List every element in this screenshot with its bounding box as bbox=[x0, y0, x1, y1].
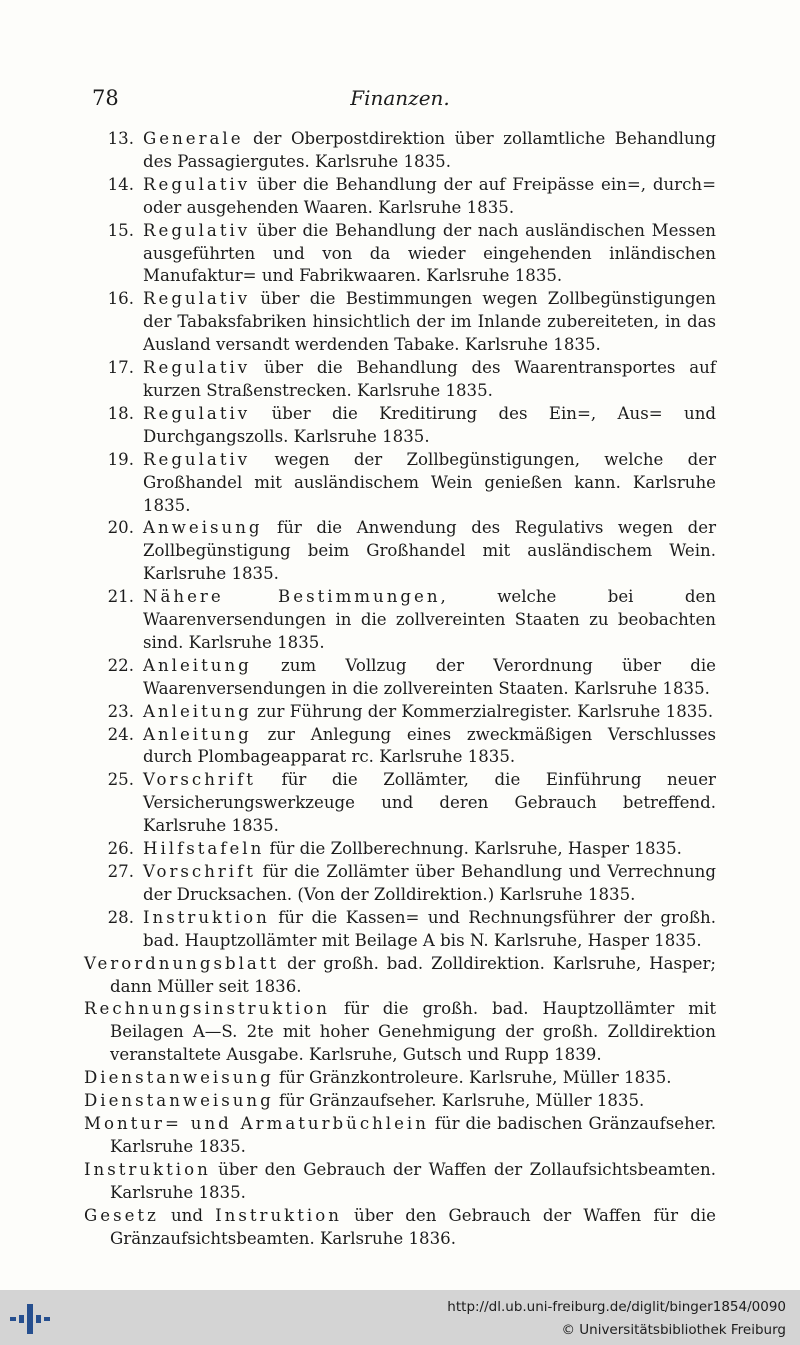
item-number: 14. bbox=[107, 174, 134, 194]
list-item bbox=[84, 220, 716, 289]
item-number: 20. bbox=[107, 518, 134, 538]
ub-freiburg-logo-icon[interactable] bbox=[10, 1304, 50, 1334]
item-number: 24. bbox=[107, 724, 134, 744]
item-term: Vorschrift bbox=[143, 770, 256, 790]
list-item bbox=[84, 907, 716, 953]
item-number: 21. bbox=[107, 587, 134, 607]
item-term: Regulativ bbox=[143, 289, 251, 309]
item-number: 23. bbox=[107, 701, 134, 721]
item-term: Vorschrift bbox=[143, 862, 256, 881]
item-text: über die Behandlung des Waarentransportes auf kurzen Straßenstrecken. Karlsruhe 1835. bbox=[143, 358, 716, 400]
bibliography-item bbox=[84, 1067, 716, 1090]
list-item bbox=[84, 357, 716, 403]
item-text: über die Behandlung der nach ausländischen Messen ausgeführten und von da wieder eingehenden inländischen Manufaktur= und Fabrikwaaren. Karlsruhe 1835. bbox=[143, 220, 716, 286]
item-term: Nähere Bestimmungen bbox=[143, 587, 441, 607]
item-number: 19. bbox=[107, 449, 134, 469]
item-text: zur Anlegung eines zweckmäßigen Verschlusses durch Plombageapparat rc. Karlsruhe 1835. bbox=[143, 724, 716, 767]
bibliography-item bbox=[84, 998, 716, 1067]
item-term: Instruktion bbox=[215, 1205, 342, 1225]
item-term: Gesetz bbox=[84, 1205, 159, 1225]
item-text: der Oberpostdirektion über zollamtliche Behandlung des Passagiergutes. Karlsruhe 1835. bbox=[143, 129, 716, 171]
item-term: Anleitung bbox=[143, 701, 252, 721]
source-url[interactable]: http://dl.ub.uni-freiburg.de/diglit/binger1854/0090 bbox=[447, 1299, 786, 1315]
item-text: über den Gebrauch der Waffen der Zollaufsichtsbeamten. Karlsruhe 1835. bbox=[110, 1159, 716, 1202]
item-text: , welche bei den Waarenversendungen in die zollvereinten Staaten zu beobachten sind. Karlsruhe 1835. bbox=[143, 587, 716, 652]
copyright-notice: © Universitätsbibliothek Freiburg bbox=[561, 1322, 786, 1338]
item-term: Dienstanweisung bbox=[84, 1068, 274, 1088]
list-item bbox=[84, 128, 716, 174]
item-term: Dienstanweisung bbox=[84, 1091, 274, 1111]
list-item bbox=[84, 701, 716, 724]
page-header bbox=[92, 86, 708, 116]
item-text: der großh. bad. Zolldirektion. Karlsruhe, Hasper; dann Müller seit 1836. bbox=[110, 953, 716, 996]
item-text: zum Vollzug der Verordnung über die Waarenversendungen in die zollvereinten Staaten. Karlsruhe 1835. bbox=[143, 655, 716, 698]
item-text: für die badischen Gränzaufseher. Karlsruhe 1835. bbox=[110, 1113, 716, 1156]
item-text: für die Zollberechnung. Karlsruhe, Hasper 1835. bbox=[264, 839, 682, 859]
bibliography-item bbox=[84, 1205, 716, 1251]
item-term: Instruktion bbox=[143, 907, 270, 927]
list-item bbox=[84, 517, 716, 586]
item-text: für die großh. bad. Hauptzollämter mit Beilagen A—S. 2te mit hoher Genehmigung der großh. Zolldirektion veranstaltete Ausgabe. Karlsruhe, Gutsch und Rupp 1839. bbox=[110, 999, 716, 1065]
item-text: für die Zollämter über Behandlung und Verrechnung der Drucksachen. (Von der Zolldirektion.) Karlsruhe 1835. bbox=[143, 862, 716, 904]
item-number: 16. bbox=[107, 289, 134, 309]
item-number: 15. bbox=[107, 220, 134, 240]
item-term: Regulativ bbox=[143, 358, 251, 378]
item-term: Regulativ bbox=[143, 220, 251, 240]
item-text: für Gränzkontroleure. Karlsruhe, Müller 1835. bbox=[273, 1068, 672, 1088]
list-item bbox=[84, 655, 716, 701]
item-text: zur Führung der Kommerzialregister. Karlsruhe 1835. bbox=[251, 701, 714, 721]
item-term: Regulativ bbox=[143, 403, 251, 423]
item-number: 17. bbox=[107, 358, 134, 378]
bibliography-item bbox=[84, 1113, 716, 1159]
item-text: wegen der Zollbegünstigungen, welche der Großhandel mit ausländischem Wein genießen kann. Karlsruhe 1835. bbox=[143, 449, 716, 515]
page-number: 78 bbox=[92, 86, 119, 110]
item-text: über die Bestimmungen wegen Zollbegünstigungen der Tabaksfabriken hinsichtlich der im Inlande zubereiteten, in das Ausland versandt werdenden Tabake. Karlsruhe 1835. bbox=[143, 289, 716, 355]
item-text: über die Behandlung der auf Freipässe ein=, durch= oder ausgehenden Waaren. Karlsruhe 1835. bbox=[143, 174, 716, 217]
item-term: Rechnungsinstruktion bbox=[84, 999, 330, 1019]
item-text: für die Kassen= und Rechnungsführer der großh. bad. Hauptzollämter mit Beilage A bis N. Karlsruhe, Hasper 1835. bbox=[143, 907, 716, 950]
item-number: 27. bbox=[107, 862, 134, 881]
item-term: Anweisung bbox=[143, 518, 263, 538]
list-item bbox=[84, 861, 716, 907]
bibliography-item bbox=[84, 1159, 716, 1205]
item-number: 18. bbox=[107, 403, 134, 423]
item-text: über die Kreditirung des Ein=, Aus= und Durchgangszolls. Karlsruhe 1835. bbox=[143, 403, 716, 446]
item-term: Regulativ bbox=[143, 174, 251, 194]
list-item bbox=[84, 769, 716, 838]
page-content bbox=[84, 128, 716, 1250]
item-term: Regulativ bbox=[143, 449, 251, 469]
list-item bbox=[84, 449, 716, 518]
item-text: für Gränzaufseher. Karlsruhe, Müller 1835. bbox=[273, 1091, 645, 1111]
bibliography-item bbox=[84, 953, 716, 999]
list-item bbox=[84, 586, 716, 655]
running-title: Finanzen. bbox=[350, 86, 450, 110]
item-text: und bbox=[158, 1205, 216, 1225]
item-term: Verordnungsblatt bbox=[84, 953, 280, 973]
item-term: Generale bbox=[143, 129, 244, 148]
item-number: 26. bbox=[107, 839, 134, 859]
item-number: 13. bbox=[107, 129, 134, 148]
item-term: Montur= und Armaturbüchlein bbox=[84, 1113, 429, 1133]
item-number: 28. bbox=[107, 907, 134, 927]
item-term: Instruktion bbox=[84, 1159, 211, 1179]
footer-bar bbox=[0, 1290, 800, 1345]
item-term: Anleitung bbox=[143, 655, 252, 675]
list-item bbox=[84, 403, 716, 449]
list-item bbox=[84, 288, 716, 357]
list-item bbox=[84, 838, 716, 861]
item-term: Anleitung bbox=[143, 724, 252, 744]
item-number: 25. bbox=[107, 770, 134, 790]
item-text: für die Anwendung des Regulativs wegen der Zollbegünstigung beim Großhandel mit ausländischem Wein. Karlsruhe 1835. bbox=[143, 518, 716, 584]
item-text: für die Zollämter, die Einführung neuer Versicherungswerkzeuge und deren Gebrauch betreffend. Karlsruhe 1835. bbox=[143, 770, 716, 836]
list-item bbox=[84, 724, 716, 770]
list-item bbox=[84, 174, 716, 220]
item-text: über den Gebrauch der Waffen für die Gränzaufsichtsbeamten. Karlsruhe 1836. bbox=[110, 1205, 716, 1248]
item-number: 22. bbox=[107, 655, 134, 675]
item-term: Hilfstafeln bbox=[143, 839, 265, 859]
bibliography-item bbox=[84, 1090, 716, 1113]
